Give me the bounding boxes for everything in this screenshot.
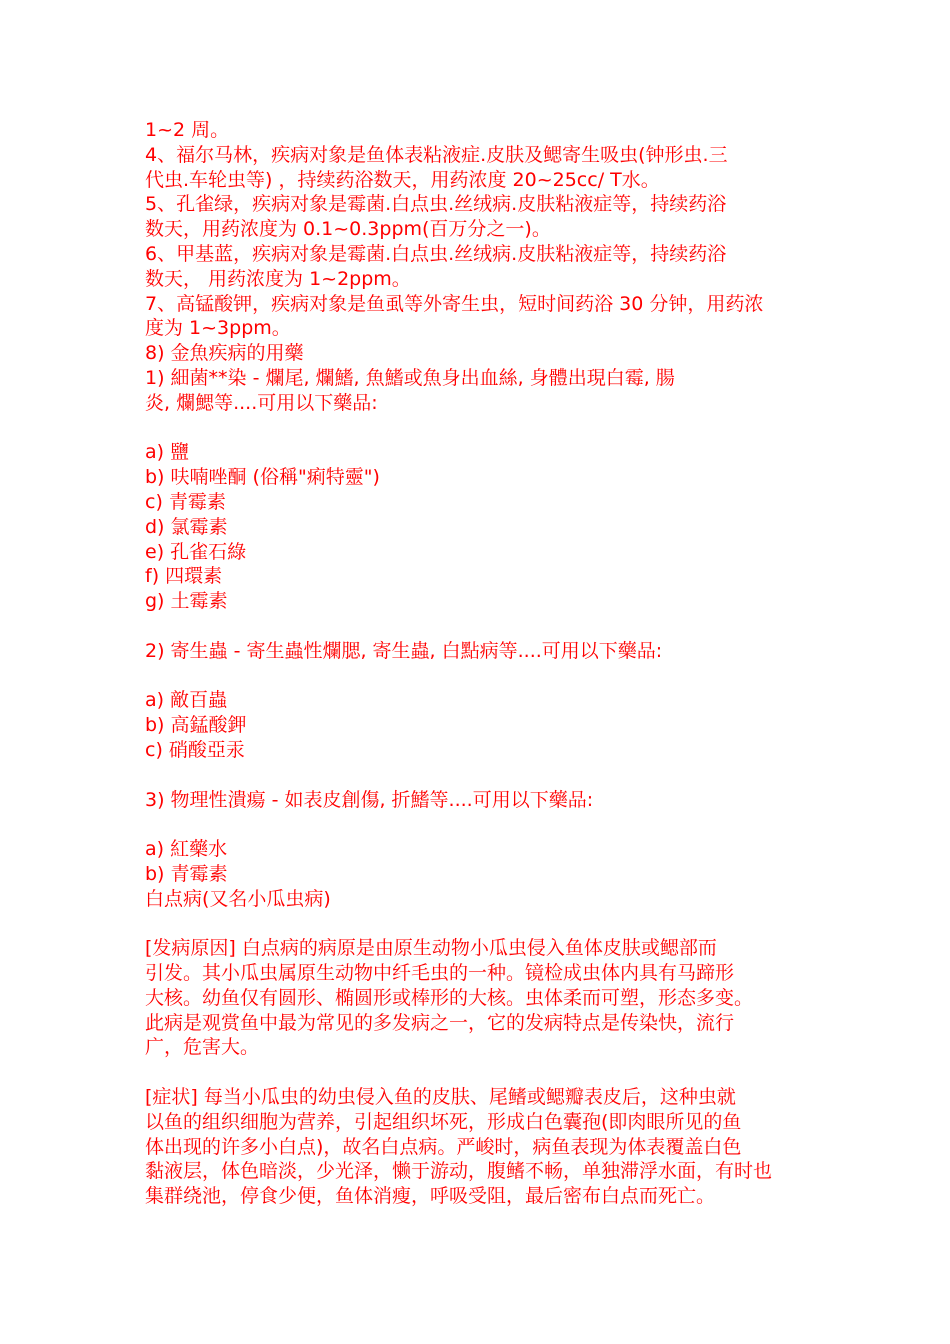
text-line: 4、福尔马林，疾病对象是鱼体表粘液症.皮肤及鳃寄生吸虫(钟形虫.三 bbox=[145, 143, 728, 166]
blank-line bbox=[145, 912, 825, 937]
text-line: 7、高锰酸钾，疾病对象是鱼虱等外寄生虫，短时间药浴 30 分钟，用药浓 bbox=[145, 292, 764, 315]
text-line: 数天， 用药浓度为 1~2ppm。 bbox=[145, 267, 411, 290]
list-item: a) 紅藥水 bbox=[145, 838, 228, 861]
list-item: c) 硝酸亞汞 bbox=[145, 738, 245, 761]
blank-line bbox=[145, 1060, 825, 1085]
list-item: b) 青霉素 bbox=[145, 862, 228, 885]
text-line: 代虫.车轮虫等) ，持续药浴数天，用药浓度 20~25cc/ T水。 bbox=[145, 168, 660, 191]
list-item: b) 呋喃唑酮 (俗稱"痢特靈") bbox=[145, 466, 380, 489]
list-item: d) 氯霉素 bbox=[145, 515, 228, 538]
text-line: 数天，用药浓度为 0.1~0.3ppm(百万分之一)。 bbox=[145, 218, 551, 241]
text-line: 6、甲基蓝，疾病对象是霉菌.白点虫.丝绒病.皮肤粘液症等，持续药浴 bbox=[145, 242, 727, 265]
text-line: 体出现的许多小白点)，故名白点病。严峻时，病鱼表现为体表覆盖白色 bbox=[145, 1135, 742, 1158]
text-line: [症状] 每当小瓜虫的幼虫侵入鱼的皮肤、尾鳍或鳃瓣表皮后，这种虫就 bbox=[145, 1086, 736, 1109]
text-line: 5、孔雀绿，疾病对象是霉菌.白点虫.丝绒病.皮肤粘液症等，持续药浴 bbox=[145, 193, 727, 216]
text-line: 黏液层，体色暗淡，少光泽，懒于游动，腹鳍不畅，单独滞浮水面，有时也 bbox=[145, 1160, 773, 1183]
text-line: 炎, 爛鰓等....可用以下藥品: bbox=[145, 391, 378, 414]
blank-line bbox=[145, 416, 825, 441]
text-line: 度为 1~3ppm。 bbox=[145, 317, 291, 340]
blank-line bbox=[145, 763, 825, 788]
text-line: 大核。幼鱼仅有圆形、椭圆形或棒形的大核。虫体柔而可塑，形态多变。 bbox=[145, 986, 754, 1009]
section-heading: 白点病(又名小瓜虫病) bbox=[145, 887, 331, 910]
section-heading: 8) 金魚疾病的用藥 bbox=[145, 342, 304, 365]
text-line: 以鱼的组织细胞为营养，引起组织坏死，形成白色囊孢(即肉眼所见的鱼 bbox=[145, 1110, 742, 1133]
text-line: 3) 物理性潰瘍 - 如表皮創傷, 折鰭等....可用以下藥品: bbox=[145, 788, 594, 811]
text-line: 此病是观赏鱼中最为常见的多发病之一，它的发病特点是传染快，流行 bbox=[145, 1011, 735, 1034]
list-item: b) 高錳酸鉀 bbox=[145, 714, 247, 737]
text-line: 2) 寄生蟲 - 寄生蟲性爛腮, 寄生蟲, 白點病等....可用以下藥品: bbox=[145, 639, 663, 662]
list-item: a) 敵百蟲 bbox=[145, 689, 228, 712]
blank-line bbox=[145, 614, 825, 639]
text-line: [发病原因] 白点病的病原是由原生动物小瓜虫侵入鱼体皮肤或鳃部而 bbox=[145, 937, 717, 960]
text-line: 1~2 周。 bbox=[145, 119, 230, 141]
blank-line bbox=[145, 812, 825, 837]
text-line: 引发。其小瓜虫属原生动物中纤毛虫的一种。镜检成虫体内具有马蹄形 bbox=[145, 962, 735, 985]
list-item: c) 青霉素 bbox=[145, 490, 226, 513]
list-item: g) 土霉素 bbox=[145, 590, 228, 613]
blank-line bbox=[145, 664, 825, 689]
text-line: 1) 細菌**染 - 爛尾, 爛鰭, 魚鰭或魚身出血絲, 身體出現白霉, 腸 bbox=[145, 366, 675, 389]
list-item: e) 孔雀石綠 bbox=[145, 540, 247, 563]
list-item: f) 四環素 bbox=[145, 565, 223, 588]
text-line: 集群绕池，停食少便，鱼体消瘦，呼吸受阻，最后密布白点而死亡。 bbox=[145, 1185, 716, 1208]
document-page bbox=[145, 118, 825, 1209]
list-item: a) 鹽 bbox=[145, 441, 190, 464]
text-line: 广，危害大。 bbox=[145, 1036, 260, 1059]
